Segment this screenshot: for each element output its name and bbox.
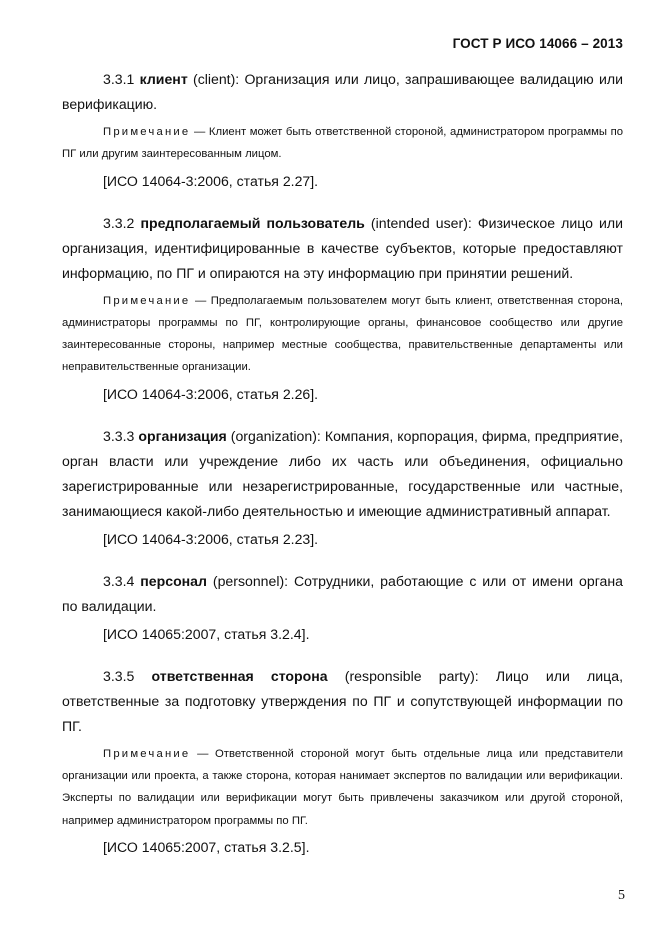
term-reference: [ИСО 14064-3:2006, статья 2.27].: [103, 172, 319, 189]
term-text: (responsible party): Лицо или лица, ответственные за подготовку утверждения по ПГ и сопутствующей информации по ПГ.: [62, 667, 623, 734]
term-text: (organization): Компания, корпорация, фирма, предприятие, орган власти или учреждение либо их часть или объединения, официально зарегистрированные или незарегистрированные, государственные или частные, занимающиеся какой-либо деятельностью и имеющие административный аппарат.: [62, 427, 623, 519]
term-definition: [62, 664, 623, 739]
term-reference: [ИСО 14065:2007, статья 3.2.4].: [103, 625, 310, 642]
term-number: 3.3.1: [103, 71, 135, 87]
note-label: Примечание: [103, 126, 191, 138]
term-text: (personnel): Сотрудники, работающие с или от имени органа по валидации.: [62, 572, 623, 614]
term-text: (intended user): Физическое лицо или организация, идентифицированные в качестве субъектов, которые предоставляют информацию, по ПГ и опираются на эту информацию при принятии решений.: [62, 214, 624, 281]
term-section: [62, 211, 623, 407]
document-header: ГОСТ Р ИСО 14066 – 2013: [452, 36, 623, 51]
term-name: ответственная сторона: [151, 667, 328, 684]
document-body: [62, 67, 623, 860]
page-number: 5: [618, 888, 625, 903]
term-definition: [62, 211, 623, 286]
term-name: организация: [138, 427, 227, 444]
term-section: [62, 67, 623, 194]
term-name: предполагаемый пользователь: [140, 214, 365, 231]
term-section: [62, 569, 623, 647]
term-number: 3.3.5: [103, 667, 135, 684]
term-note: [62, 290, 623, 379]
term-definition: [62, 569, 623, 619]
term-text: (client): Организация или лицо, запрашивающее валидацию или верификацию.: [62, 71, 623, 112]
term-reference: [ИСО 14065:2007, статья 3.2.5].: [103, 838, 310, 855]
note-label: Примечание: [103, 294, 191, 307]
term-number: 3.3.3: [103, 427, 135, 444]
note-text: — Клиент может быть ответственной стороной, администратором программы по ПГ или другим заинтересованным лицом.: [62, 126, 623, 161]
term-section: [62, 424, 623, 552]
term-definition: [62, 67, 623, 117]
term-number: 3.3.2: [103, 214, 135, 231]
term-definition: [62, 424, 623, 524]
term-section: [62, 664, 623, 860]
note-label: Примечание: [103, 747, 191, 760]
term-reference: [ИСО 14064-3:2006, статья 2.26].: [103, 385, 319, 402]
term-number: 3.3.4: [103, 572, 135, 589]
term-name: персонал: [140, 572, 207, 589]
term-note: [62, 121, 623, 166]
note-text: — Предполагаемым пользователем могут быть клиент, ответственная сторона, администраторы программы по ПГ, контролирующие органы, финансовое сообщество или другие заинтересованные стороны, например местные сообщества, правительственные департаменты или неправительственные организации.: [62, 294, 624, 374]
note-text: — Ответственной стороной могут быть отдельные лица или представители организации или проекта, а также сторона, которая нанимает экспертов по валидации или верификации. Эксперты по валидации или верификации могут быть привлечены заказчиком или другой стороной, например администратором программы по ПГ.: [62, 747, 623, 827]
term-reference: [ИСО 14064-3:2006, статья 2.23].: [103, 530, 319, 547]
term-note: [62, 743, 623, 832]
term-name: клиент: [139, 71, 188, 87]
